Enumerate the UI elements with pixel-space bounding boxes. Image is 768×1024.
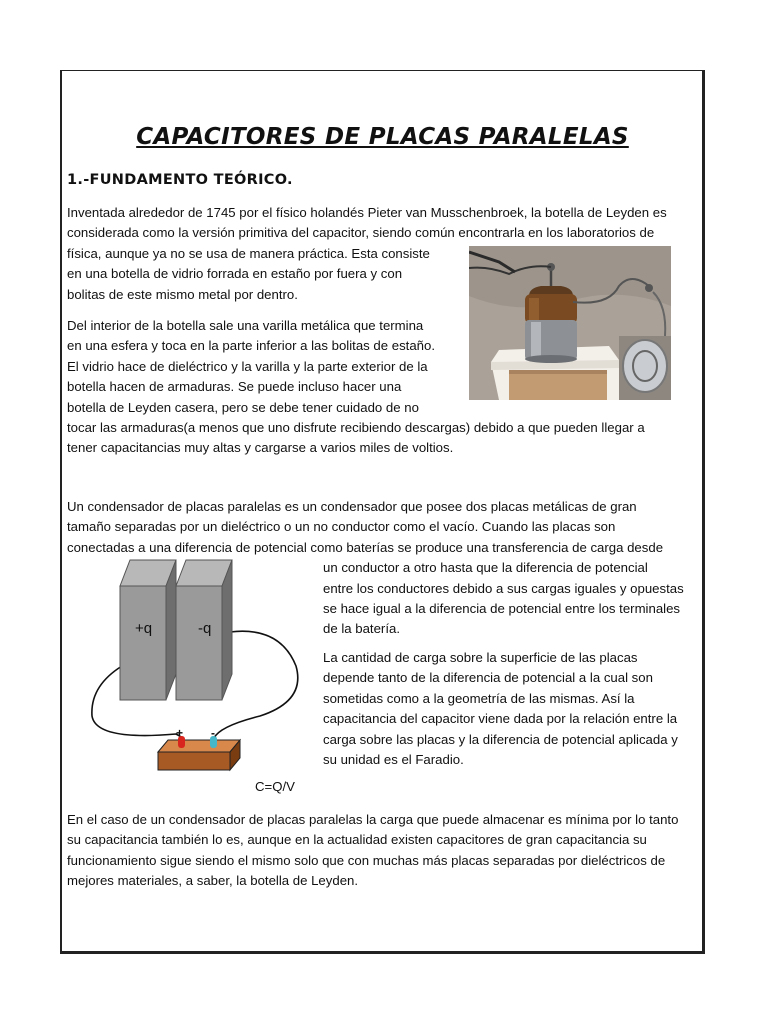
text-line: de la batería. bbox=[323, 621, 400, 637]
text-line: carga sobre las placas y la diferencia de potencial aplicada y bbox=[323, 731, 678, 747]
text-line: sometidas como a la geometría de las mismas. Así la bbox=[323, 690, 635, 706]
text-line: funcionamiento sigue siendo el mismo solo que con muchas más placas separadas por dieléctricos de bbox=[67, 852, 666, 868]
text-line: botella de Leyden casera, pero se debe tener cuidado de no bbox=[67, 399, 419, 415]
text-line: entre los conductores debido a sus cargas iguales y opuestas bbox=[323, 580, 684, 596]
text-line: tener capacitancias muy altas y cargarse a varios miles de voltios. bbox=[67, 440, 454, 456]
text-line: tamaño separadas por un dieléctrico o un no conductor como el vacío. Cuando las placas son bbox=[67, 519, 616, 535]
text-line: un conductor a otro hasta que la diferencia de potencial bbox=[323, 560, 648, 576]
paragraph-leyden-details bbox=[67, 316, 645, 459]
text-line: mejores materiales, a saber, la botella de Leyden. bbox=[67, 873, 359, 889]
text-line: física, aunque ya no se usa de manera práctica. Esta consiste bbox=[67, 245, 430, 261]
text-line: conectadas a una diferencia de potencial como baterías se produce una transferencia de carga desde bbox=[67, 539, 664, 555]
negative-plate-label: -q bbox=[198, 620, 212, 637]
text-line: en una botella de vidrio forrada en estaño por fuera y con bbox=[67, 266, 403, 282]
capacitance-formula: C=Q/V bbox=[255, 779, 295, 794]
text-line: Un condensador de placas paralelas es un condensador que posee dos placas metálicas de gran bbox=[67, 499, 637, 514]
text-line: en una esfera y toca en la parte inferior a las bolitas de estaño. bbox=[67, 338, 436, 354]
paragraph-conclusion bbox=[67, 810, 678, 892]
text-line: botella hacen de armaduras. Se puede incluso hacer una bbox=[67, 379, 402, 395]
text-line: La cantidad de carga sobre la superficie de las placas bbox=[323, 650, 638, 665]
text-line: Del interior de la botella sale una varilla metálica que termina bbox=[67, 318, 424, 333]
capacitor-circuit-illustration bbox=[80, 556, 320, 776]
text-line: su unidad es el Faradio. bbox=[323, 752, 464, 768]
battery bbox=[158, 740, 240, 752]
capacitor-diagram bbox=[80, 556, 320, 776]
text-line: se hace igual a la diferencia de potencial entre los terminales bbox=[323, 601, 681, 617]
text-line: Inventada alrededor de 1745 por el físico holandés Pieter van Musschenbroek, la botella de Leyden es bbox=[67, 205, 667, 220]
text-line: bolitas de este mismo metal por dentro. bbox=[67, 286, 298, 302]
text-line: considerada como la versión primitiva del capacitor, siendo común encontrarla en los laboratorios de bbox=[67, 225, 655, 241]
paragraph-charge-quantity bbox=[323, 648, 678, 770]
text-line: capacitancia del capacitor viene dada por la relación entre la bbox=[323, 711, 678, 727]
text-line: depende tanto de la diferencia de potencial a la cual son bbox=[323, 670, 653, 686]
positive-terminal-label: + bbox=[176, 726, 184, 740]
positive-plate-label: +q bbox=[135, 620, 153, 637]
text-line: En el caso de un condensador de placas paralelas la carga que puede almacenar es mínima por lo tanto bbox=[67, 812, 679, 827]
text-line: tocar las armaduras(a menos que uno disfrute recibiendo descargas) debido a que pueden llegar a bbox=[67, 420, 645, 436]
section-heading: 1.-FUNDAMENTO TEÓRICO. bbox=[67, 172, 293, 188]
text-line: El vidrio hace de dieléctrico y la varilla y la parte exterior de la bbox=[67, 358, 428, 374]
document-title: CAPACITORES DE PLACAS PARALELAS bbox=[136, 124, 629, 150]
negative-terminal-label: - bbox=[211, 726, 215, 740]
text-line: su capacitancia también lo es, aunque en la actualidad existen capacitores de gran capacitancia su bbox=[67, 832, 647, 848]
